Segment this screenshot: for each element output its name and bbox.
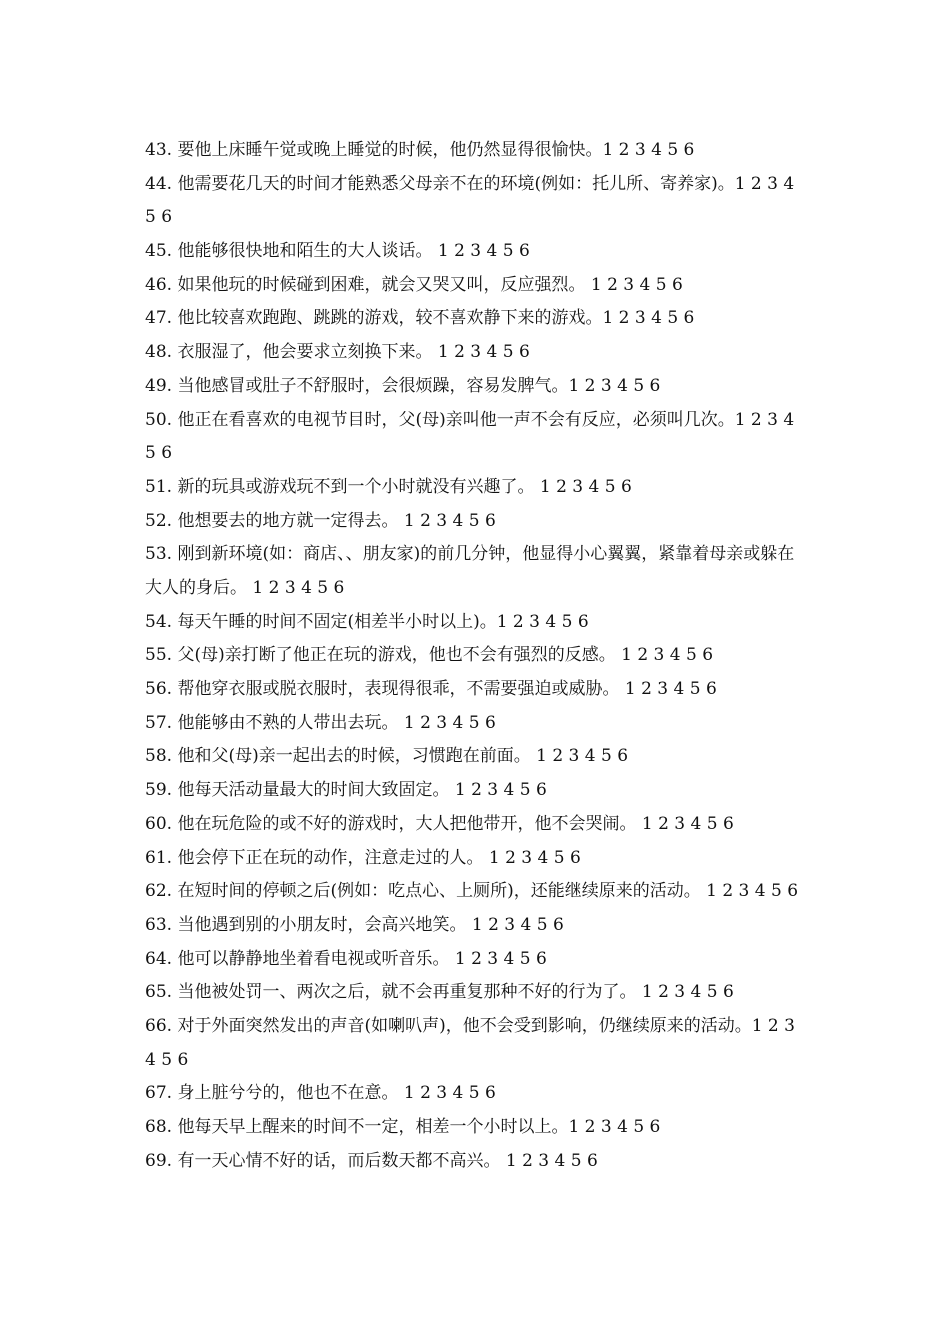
item-number: 45.	[145, 241, 173, 262]
item-55	[145, 639, 810, 673]
item-text: 他可以静静地坐着看电视或听音乐。 1 2 3 4 5 6	[177, 948, 547, 969]
item-text: 父(母)亲打断了他正在玩的游戏，他也不会有强烈的反感。 1 2 3 4 5 6	[177, 645, 714, 666]
item-number: 47.	[145, 308, 173, 329]
item-44	[145, 168, 810, 235]
item-48	[145, 336, 810, 370]
item-text: 他和父(母)亲一起出去的时候，习惯跑在前面。 1 2 3 4 5 6	[177, 746, 629, 767]
item-60	[145, 808, 810, 842]
item-62	[145, 875, 810, 909]
item-text: 他每天早上醒来的时间不一定，相差一个小时以上。1 2 3 4 5 6	[177, 1117, 661, 1138]
item-number: 56.	[145, 679, 173, 700]
item-69	[145, 1145, 810, 1179]
item-number: 61.	[145, 847, 173, 868]
item-text: 在短时间的停顿之后(例如：吃点心、上厕所)，还能继续原来的活动。 1 2 3 4 5 6	[177, 881, 799, 902]
item-52	[145, 505, 810, 539]
item-66	[145, 1010, 810, 1077]
item-number: 64.	[145, 948, 173, 969]
item-number: 69.	[145, 1150, 173, 1171]
item-number: 62.	[145, 881, 173, 902]
item-text: 新的玩具或游戏玩不到一个小时就没有兴趣了。 1 2 3 4 5 6	[177, 476, 632, 497]
item-text: 每天午睡的时间不固定(相差半小时以上)。1 2 3 4 5 6	[177, 611, 589, 632]
item-number: 48.	[145, 342, 173, 363]
item-53	[145, 538, 810, 605]
item-58	[145, 740, 810, 774]
item-text: 他想要去的地方就一定得去。 1 2 3 4 5 6	[177, 510, 496, 531]
item-text: 他能够由不熟的人带出去玩。 1 2 3 4 5 6	[177, 712, 496, 733]
item-64	[145, 943, 810, 977]
item-45	[145, 235, 810, 269]
item-text: 他在玩危险的或不好的游戏时，大人把他带开，他不会哭闹。 1 2 3 4 5 6	[177, 813, 734, 834]
item-text: 身上脏兮兮的，他也不在意。 1 2 3 4 5 6	[177, 1083, 496, 1104]
item-text: 当他被处罚一、两次之后，就不会再重复那种不好的行为了。 1 2 3 4 5 6	[177, 982, 734, 1003]
item-text: 他需要花几天的时间才能熟悉父母亲不在的环境(例如：托儿所、寄养家)。1 2 3 4 5 6	[145, 173, 795, 228]
item-number: 53.	[145, 544, 173, 565]
item-63	[145, 909, 810, 943]
item-number: 44.	[145, 173, 173, 194]
item-text: 如果他玩的时候碰到困难，就会又哭又叫，反应强烈。 1 2 3 4 5 6	[177, 274, 683, 295]
item-number: 59.	[145, 780, 173, 801]
item-text: 他会停下正在玩的动作，注意走过的人。 1 2 3 4 5 6	[177, 847, 581, 868]
item-57	[145, 707, 810, 741]
item-text: 帮他穿衣服或脱衣服时，表现得很乖，不需要强迫或威胁。 1 2 3 4 5 6	[177, 679, 717, 700]
item-number: 46.	[145, 274, 173, 295]
item-59	[145, 774, 810, 808]
item-number: 49.	[145, 375, 173, 396]
item-56	[145, 673, 810, 707]
questionnaire-page	[145, 134, 810, 1178]
item-number: 43.	[145, 140, 173, 160]
item-54	[145, 606, 810, 640]
item-43	[145, 134, 810, 168]
item-text: 衣服湿了，他会要求立刻换下来。 1 2 3 4 5 6	[177, 342, 530, 363]
item-text: 他正在看喜欢的电视节目时，父(母)亲叫他一声不会有反应，必须叫几次。1 2 3 4 5 6	[145, 409, 795, 464]
item-number: 60.	[145, 813, 173, 834]
item-text: 对于外面突然发出的声音(如喇叭声)，他不会受到影响，仍继续原来的活动。1 2 3 4 5 6	[145, 1015, 795, 1070]
item-number: 65.	[145, 982, 173, 1003]
item-number: 58.	[145, 746, 173, 767]
item-51	[145, 471, 810, 505]
item-number: 51.	[145, 476, 173, 497]
item-number: 68.	[145, 1117, 173, 1138]
item-49	[145, 370, 810, 404]
item-number: 63.	[145, 914, 173, 935]
item-47	[145, 302, 810, 336]
item-text: 刚到新环境(如：商店、、朋友家)的前几分钟，他显得小心翼翼，紧靠着母亲或躲在大人的身后。 1 2 3 4 5 6	[145, 544, 795, 599]
item-number: 67.	[145, 1083, 173, 1104]
item-61	[145, 842, 810, 876]
item-68	[145, 1111, 810, 1145]
item-number: 66.	[145, 1015, 173, 1036]
item-number: 50.	[145, 409, 173, 430]
item-50	[145, 404, 810, 471]
item-text: 当他遇到别的小朋友时，会高兴地笑。 1 2 3 4 5 6	[177, 914, 564, 935]
item-46	[145, 269, 810, 303]
item-text: 要他上床睡午觉或晚上睡觉的时候，他仍然显得很愉快。1 2 3 4 5 6	[177, 140, 695, 160]
item-text: 当他感冒或肚子不舒服时，会很烦躁，容易发脾气。1 2 3 4 5 6	[177, 375, 661, 396]
item-67	[145, 1077, 810, 1111]
item-text: 他每天活动量最大的时间大致固定。 1 2 3 4 5 6	[177, 780, 547, 801]
item-text: 他比较喜欢跑跑、跳跳的游戏，较不喜欢静下来的游戏。1 2 3 4 5 6	[177, 308, 695, 329]
item-number: 52.	[145, 510, 173, 531]
item-text: 有一天心情不好的话，而后数天都不高兴。 1 2 3 4 5 6	[177, 1150, 598, 1171]
item-number: 57.	[145, 712, 173, 733]
item-number: 54.	[145, 611, 173, 632]
item-text: 他能够很快地和陌生的大人谈话。 1 2 3 4 5 6	[177, 241, 530, 262]
item-number: 55.	[145, 645, 173, 666]
item-65	[145, 976, 810, 1010]
